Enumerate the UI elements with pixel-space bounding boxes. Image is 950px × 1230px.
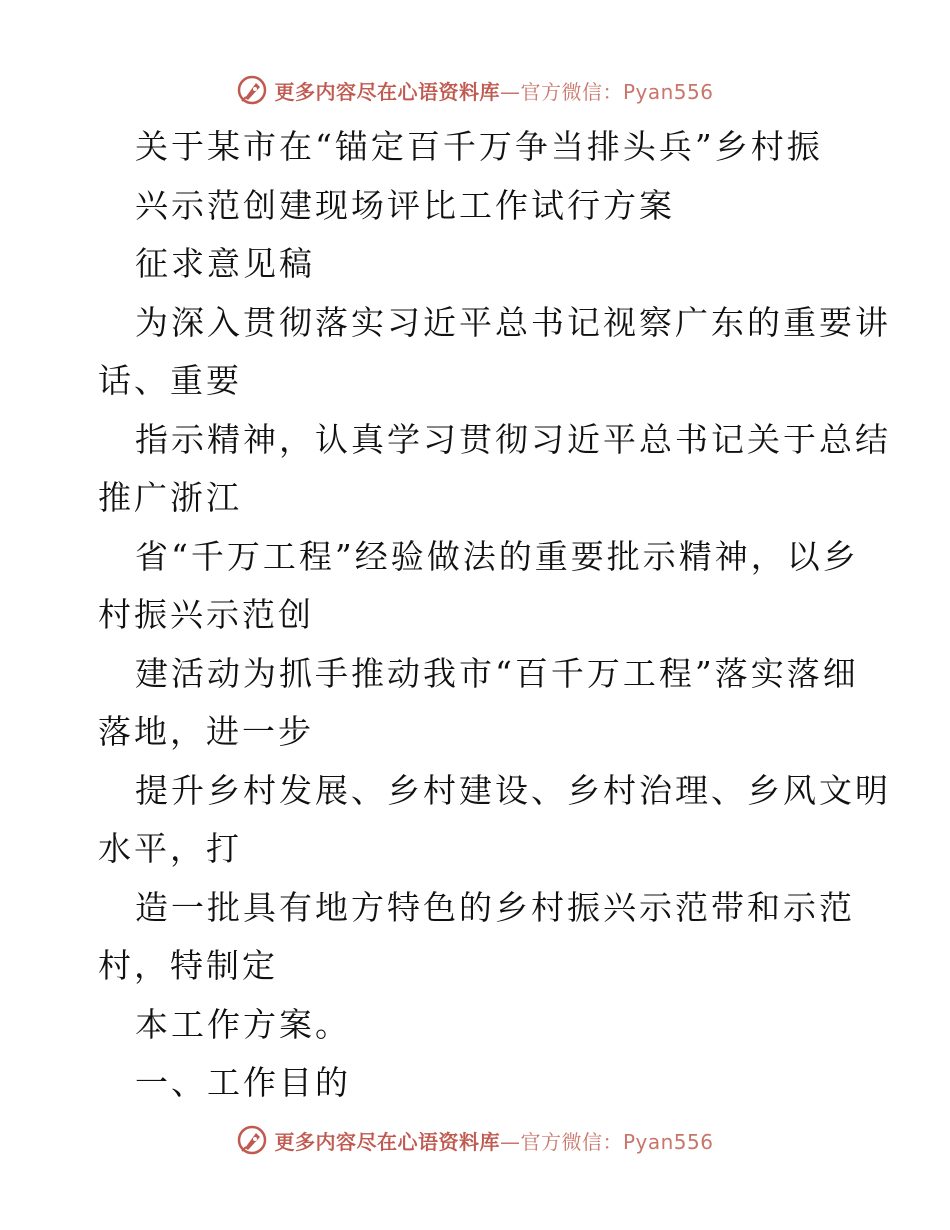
document-line: 提升乡村发展、乡村建设、乡村治理、乡风文明 bbox=[135, 770, 891, 810]
document-line: 关于某市在“锚定百千万争当排头兵”乡村振 bbox=[135, 127, 823, 166]
header-watermark-banner bbox=[0, 70, 950, 110]
document-line: 落地，进一步 bbox=[98, 712, 314, 751]
pen-nib-logo-icon bbox=[236, 1124, 268, 1156]
document-line: 水平，打 bbox=[98, 829, 242, 868]
document-line: 一、工作目的 bbox=[135, 1063, 351, 1102]
document-line: 村，特制定 bbox=[98, 946, 278, 985]
document-line: 征求意见稿 bbox=[135, 244, 315, 283]
document-line: 推广浙江 bbox=[98, 478, 242, 517]
document-line: 为深入贯彻落实习近平总书记视察广东的重要讲 bbox=[135, 302, 891, 342]
header-watermark-rest: —官方微信：Pyan556 bbox=[499, 79, 714, 104]
document-line: 建活动为抓手推动我市“百千万工程”落实落细 bbox=[135, 653, 859, 693]
document-line: 本工作方案。 bbox=[135, 1004, 351, 1044]
document-body bbox=[98, 118, 891, 1113]
footer-watermark-text bbox=[274, 1126, 713, 1155]
document-line: 造一批具有地方特色的乡村振兴示范带和示范 bbox=[135, 887, 855, 927]
footer-watermark-rest: —官方微信：Pyan556 bbox=[499, 1129, 714, 1154]
document-line: 兴示范创建现场评比工作试行方案 bbox=[135, 185, 675, 225]
document-line: 村振兴示范创 bbox=[98, 595, 314, 634]
header-watermark-strong: 更多内容尽在心语资料库 bbox=[274, 79, 500, 104]
footer-watermark bbox=[236, 1124, 713, 1156]
header-watermark bbox=[236, 74, 713, 106]
header-watermark-text bbox=[274, 76, 713, 105]
footer-watermark-strong: 更多内容尽在心语资料库 bbox=[274, 1129, 500, 1154]
pen-nib-logo-icon bbox=[236, 74, 268, 106]
document-line: 指示精神，认真学习贯彻习近平总书记关于总结 bbox=[135, 419, 891, 459]
document-line: 省“千万工程”经验做法的重要批示精神，以乡 bbox=[135, 536, 859, 576]
document-line: 话、重要 bbox=[98, 361, 242, 400]
footer-watermark-banner bbox=[0, 1120, 950, 1160]
